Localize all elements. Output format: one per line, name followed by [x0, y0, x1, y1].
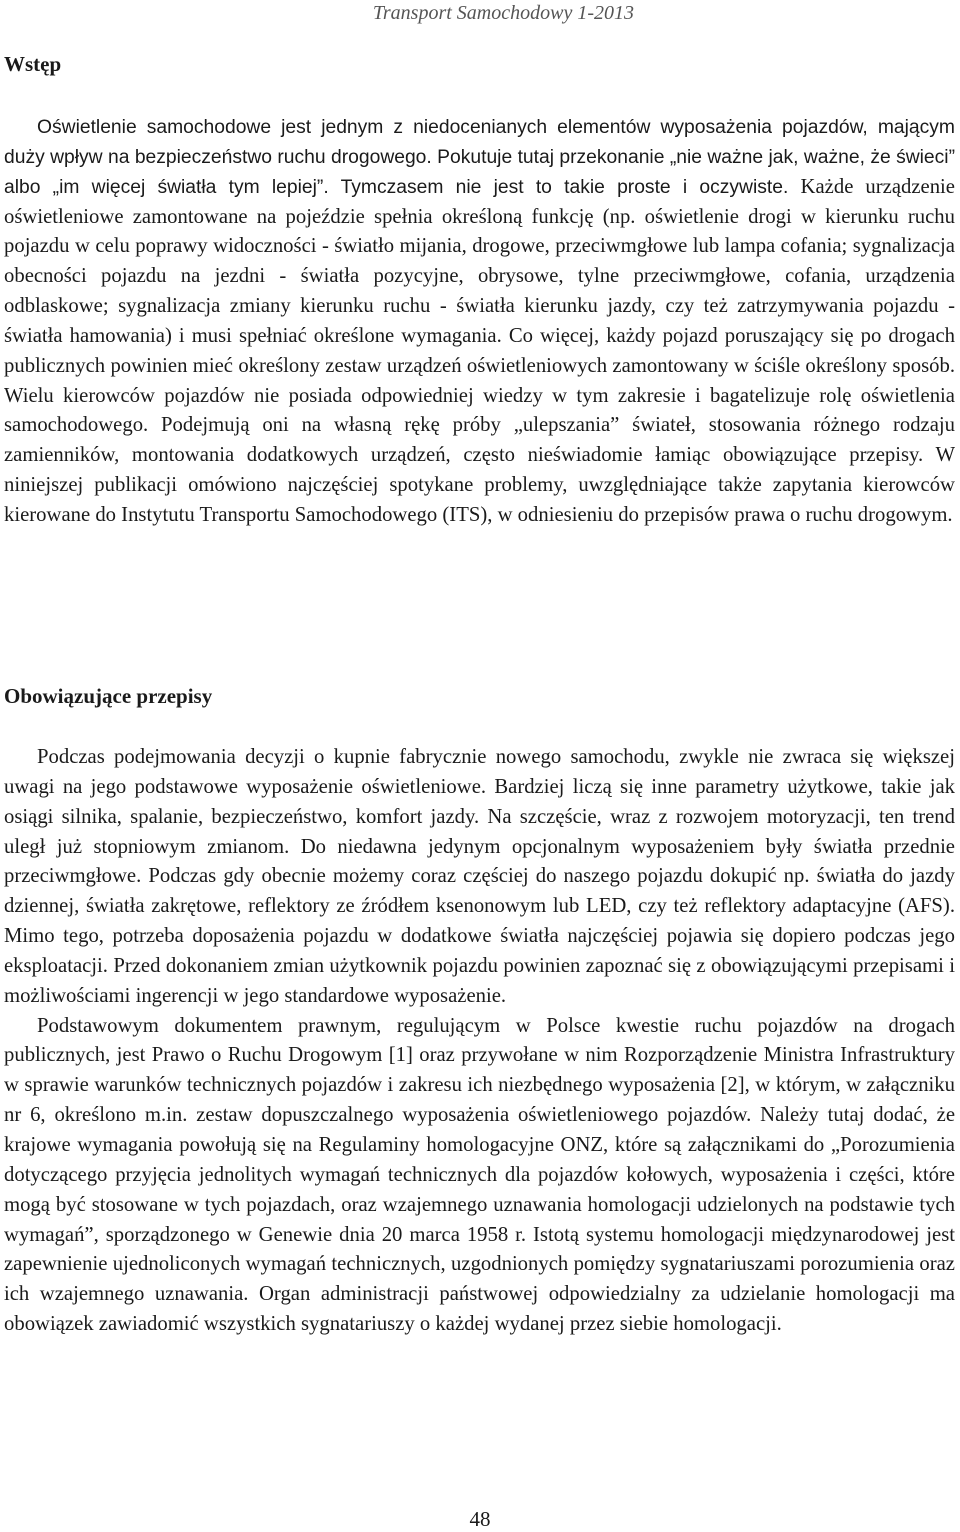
paragraph-text: Podczas podejmowania decyzji o kupnie fabrycznie nowego samochodu, zwykle nie zwraca się większej uwagi na jego podstawowe wyposażenie oświetleniowe. Bardziej liczą się inne parametry użytkowe, takie jak osiągi silnika, spalanie, bezpieczeństwo, komfort jazdy. Na szczęście, wraz z rozwojem motoryzacji, ten trend uległ już stopniowym zmianom. Do niedawna jedynym opcjonalnym wyposażeniem były światła przednie przeciwmgłowe. Podczas gdy obecnie możemy coraz częściej do naszego pojazdu dokupić np. światła do jazdy dziennej, światła zakrętowe, reflektory ze źródłem ksenonowym lub LED, czy też reflektory adaptacyjne (AFS). Mimo tego, potrzeba doposażenia pojazdu w dodatkowe światła najczęściej pojawia się dopiero podczas jego eksploatacji. Przed dokonaniem zmian użytkownik pojazdu powinien zapoznać się z obowiązującymi przepisami i możliwościami ingerencji w jego standardowe wyposażenie. — [4, 746, 955, 1007]
section-heading-wstep: Wstęp — [4, 52, 62, 76]
paragraph-text: Podstawowym dokumentem prawnym, regulującym w Polsce kwestie ruchu pojazdów na drogach publicznych, jest Prawo o Ruchu Drogowym [1] oraz przywołane w nim Rozporządzenie Ministra Infrastruktury w sprawie warunków technicznych pojazdów i zakresu ich niezbędnego wyposażenia [2], w którym, w załączniku nr 6, określono m.in. zestaw dopuszczalnego wyposażenia oświetleniowego pojazdów. Należy tutaj dodać, że krajowe wymagania powołują się na Regulaminy homologacyjne ONZ, które są załącznikami do „Porozumienia dotyczącego przyjęcia jednolitych wymagań technicznych dla pojazdów kołowych, wyposażenia i części, które mogą być stosowane w tych pojazdach, oraz wzajemnego uznawania homologacji udzielonych na podstawie tych wymagań”, sporządzonego w Genewie dnia 20 marca 1958 r. Istotą systemu homologacji międzynarodowej jest zapewnienie ujednoliconych wymagań technicznych, uzgodnionych pomiędzy sygnatariuszami porozumienia oraz ich wzajemnego uznawania. Organ administracji państwowej odpowiedzialny za udzielanie homologacji ma obowiązek zawiadomić wszystkich sygnatariuszy o każdej wydanej przez siebie homologacji. — [4, 1014, 955, 1336]
section-heading-obowiazujace-przepisy: Obowiązujące przepisy — [4, 684, 213, 708]
page-number: 48 — [469, 1507, 491, 1531]
running-header: Transport Samochodowy 1-2013 — [372, 2, 634, 24]
intro-sentence-rest: Co więcej, każdy pojazd poruszający się po drogach publicznych powinien mieć określony zestaw urządzeń oświetleniowych zamontowany w ściśle określony sposób. Wielu kierowców pojazdów nie posiada odpowiedniej wiedzy w tym zakresie i bagatelizuje rolę oświetlenia samochodowego. Podejmują oni na własną rękę próby „ulepszania” świateł, stosowania różnego rodzaju zamienników, montowania dodatkowych urządzeń, często nieświadomie łamiąc obowiązujące przepisy. W niniejszej publikacji omówiono najczęściej spotykane problemy, uwzględniające także zapytania kierowców kierowane do Instytutu Transportu Samochodowego (ITS), w odniesieniu do przepisów prawa o ruchu drogowym. — [4, 324, 956, 526]
intro-body — [4, 113, 955, 531]
intro-sentence-lead: Oświetlenie samochodowe jest jednym z niedocenianych elementów wyposażenia pojazdów, mającym duży wpływ na bezpieczeństwo ruchu drogowego. Pokutuje tutaj przekonanie „nie ważne jak, ważne, że świeci” albo „im więcej światła tym lepiej”. Tymczasem nie jest to takie proste i oczywiste. — [4, 117, 955, 198]
paragraph — [4, 743, 955, 1012]
paragraph — [4, 1012, 955, 1340]
intro-sentence-sans: Każde urządzenie oświetleniowe zamontowane na pojeździe spełnia określoną funkcję (np. oświetlenie drogi w kierunku ruchu pojazdu w celu poprawy widoczności - światło mijania, drogowe, przeciwmgłowe lub lampa cofania; sygnalizacja obecności pojazdu na jezdni - światła pozycyjne, obrysowe, tylne przeciwmgłowe, cofania, urządzenia odblaskowe; sygnalizacja zmiany kierunku ruchu - światła kierunku jazdy, czy też zatrzymywania pojazdu - światła hamowania) i musi spełniać określone wymagania. — [4, 175, 955, 347]
paragraph — [4, 113, 955, 531]
regulations-body — [4, 743, 955, 1340]
